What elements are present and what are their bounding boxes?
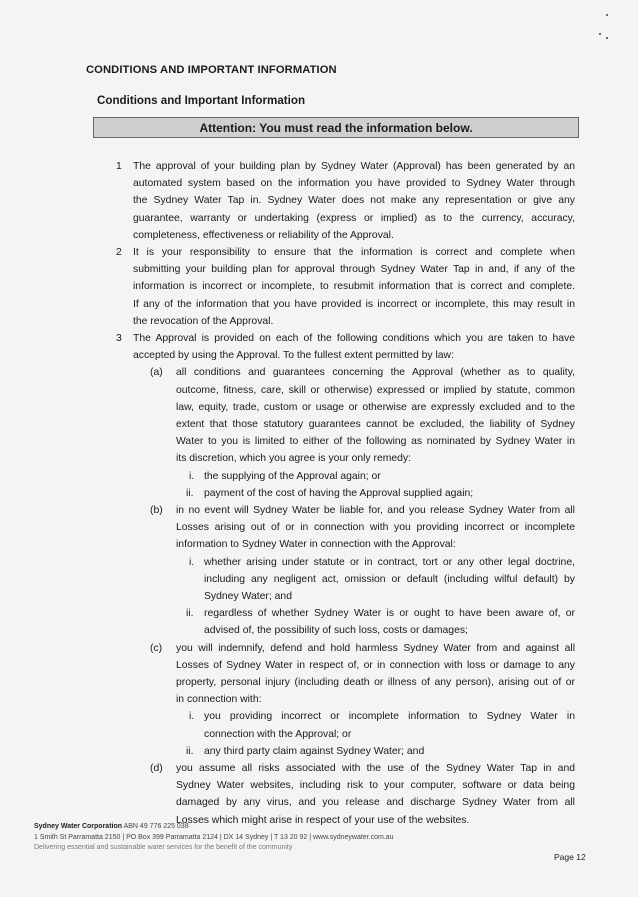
page-heading: CONDITIONS AND IMPORTANT INFORMATION xyxy=(86,64,337,76)
paragraph-line: Sydney Water websites, including risk to your computer, software or data being xyxy=(176,780,575,792)
attention-banner-text: Attention: You must read the information below. xyxy=(199,120,473,135)
paragraph-line: connection with the Approval; or xyxy=(204,728,352,740)
paragraph-line: including any negligent act, omission or default (including wilful default) by xyxy=(204,573,575,585)
section-heading: Conditions and Important Information xyxy=(97,94,306,107)
footer-address: 1 Smith St Parramatta 2150 | PO Box 399 Parramatta 2124 | DX 14 Sydney | T 13 20 92 | www.sydneywater.com.au xyxy=(34,833,394,841)
item-number: 3 xyxy=(116,333,122,344)
paragraph-line: all conditions and guarantees concerning the Approval (whether as to quality, xyxy=(176,367,575,379)
roman-label: ii. xyxy=(186,608,194,620)
paragraph-line: extent that those statutory guarantees cannot be excluded, the liability of Sydney xyxy=(176,419,575,430)
attention-banner xyxy=(93,117,579,138)
paragraph-line: you providing incorrect or incomplete information to Sydney Water in xyxy=(204,711,575,723)
paragraph-line: damaged by any virus, and you release and discharge Sydney Water from all xyxy=(176,797,575,809)
subitem-label: (b) xyxy=(150,505,163,516)
paragraph-line: regardless of whether Sydney Water is or ought to have been aware of, or xyxy=(204,608,575,620)
scan-speck xyxy=(606,14,608,16)
paragraph-line: accepted by using the Approval. To the fullest extent permitted by law: xyxy=(133,350,454,362)
paragraph-line: advised of, the possibility of such loss, costs or damages; xyxy=(204,625,468,637)
footer-tagline: Delivering essential and sustainable water services for the benefit of the community xyxy=(34,844,293,851)
footer-abn: ABN 49 776 225 038 xyxy=(123,823,189,830)
paragraph-line: Water to you is limited to either of the following as nominated by Sydney Water in xyxy=(176,436,575,448)
roman-label: i. xyxy=(189,470,195,482)
paragraph-line: the revocation of the Approval. xyxy=(133,315,274,327)
paragraph-line: the supplying of the Approval again; or xyxy=(204,470,381,482)
scan-speck xyxy=(599,33,601,35)
paragraph-line: the Sydney Water Tap in. Sydney Water does not make any representation or give any xyxy=(133,195,575,207)
paragraph-line: completeness, effectiveness or reliability of the Approval. xyxy=(133,229,394,241)
paragraph-line: whether arising under statute or in contract, tort or any other legal doctrine, xyxy=(204,556,575,568)
paragraph-line: any third party claim against Sydney Water; and xyxy=(204,745,425,757)
paragraph-line: law, equity, trade, custom or usage or otherwise are expressly excluded and to the xyxy=(176,401,575,413)
page-number: Page 12 xyxy=(554,852,586,862)
paragraph-line: payment of the cost of having the Approval supplied again; xyxy=(204,487,474,499)
paragraph-line: information is incorrect or incomplete, to resubmit information that is correct and complete. xyxy=(133,281,575,293)
item-number: 1 xyxy=(116,161,122,172)
subitem-label: (d) xyxy=(150,763,163,774)
paragraph-line: The Approval is provided on each of the following conditions which you are taken to have xyxy=(133,333,575,344)
paragraph-line: Losses which might arise in respect of your use of the websites. xyxy=(176,814,470,826)
paragraph-line: you will indemnify, defend and hold harmless Sydney Water from and against all xyxy=(176,642,575,654)
paragraph-line: If any of the information that you have provided is incorrect or incomplete, this may result in xyxy=(133,298,575,310)
subitem-label: (a) xyxy=(150,367,163,379)
paragraph-line: guarantee, warranty or undertaking (express or implied) as to the currency, accuracy, xyxy=(133,212,575,224)
paragraph-line: you assume all risks associated with the use of the Sydney Water Tap in and xyxy=(176,763,575,774)
roman-label: i. xyxy=(189,556,195,568)
paragraph-line: Losses of Sydney Water in respect of, or in connection with loss or damage to any xyxy=(176,659,575,671)
roman-label: ii. xyxy=(186,487,194,499)
paragraph-line: in connection with: xyxy=(176,694,262,706)
paragraph-line: automated system based on the information you have provided to Sydney Water through xyxy=(133,178,575,190)
scan-speck xyxy=(606,37,608,39)
paragraph-line: information to Sydney Water in connection with the Approval: xyxy=(176,539,456,551)
paragraph-line: property, personal injury (including death or illness of any person), arising out of or xyxy=(176,677,575,688)
footer-company: Sydney Water Corporation xyxy=(34,823,123,830)
paragraph-line: Losses arising out of or in connection with you providing incorrect or incomplete xyxy=(176,522,575,534)
paragraph-line: It is your responsibility to ensure that the information is correct and complete when xyxy=(133,247,575,258)
paragraph-line: Sydney Water; and xyxy=(204,591,292,602)
item-number: 2 xyxy=(116,247,122,258)
paragraph-line: its discretion, which you agree is your only remedy: xyxy=(176,453,412,465)
roman-label: ii. xyxy=(186,745,194,757)
paragraph-line: The approval of your building plan by Sydney Water (Approval) has been generated by an xyxy=(133,161,575,172)
paragraph-line: in no event will Sydney Water be liable for, and you release Sydney Water from all xyxy=(176,505,575,516)
subitem-label: (c) xyxy=(150,642,163,654)
paragraph-line: submitting your building plan for approval through Sydney Water Tap in and, if any of the xyxy=(133,264,575,276)
footer xyxy=(34,822,394,854)
paragraph-line: outcome, fitness, care, skill or otherwise) expressed or implied by statute, common xyxy=(176,384,575,396)
roman-label: i. xyxy=(189,711,195,723)
